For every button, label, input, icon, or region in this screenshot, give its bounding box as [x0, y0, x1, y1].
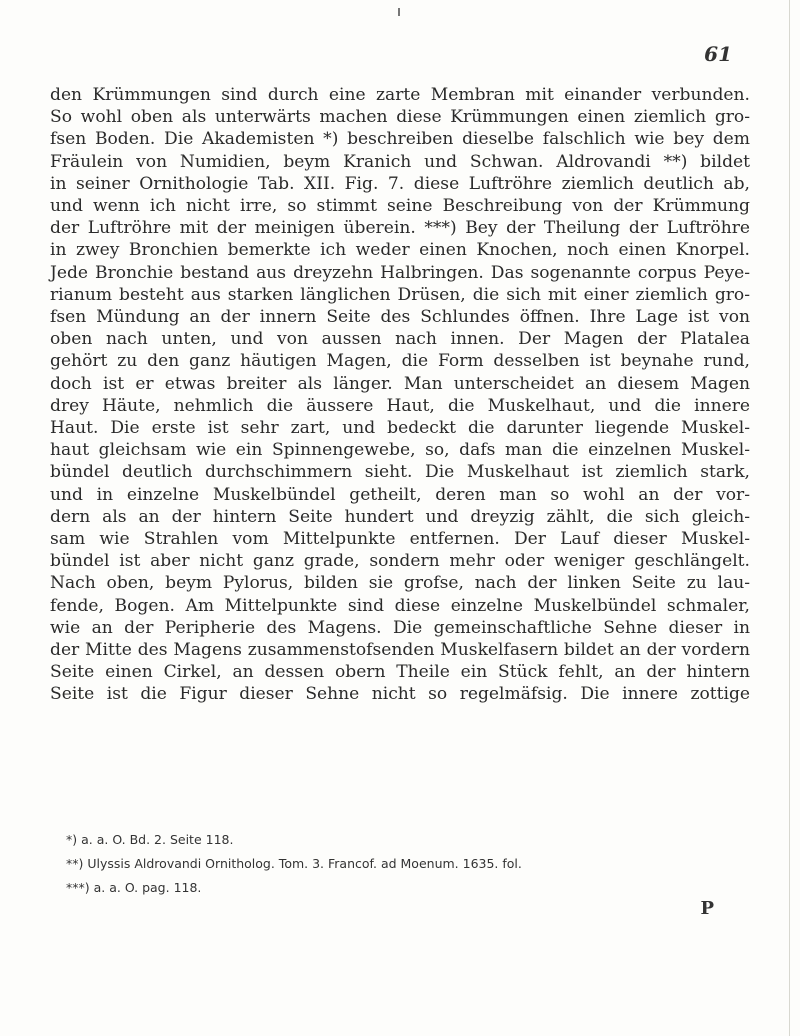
text-line: Seite einen Cirkel, an dessen obern Theile ein Stück fehlt, an der hintern: [50, 662, 750, 683]
text-line: fsen Mündung an der innern Seite des Schlundes öffnen. Ihre Lage ist von: [50, 307, 750, 328]
text-line: in zwey Bronchien bemerkte ich weder einen Knochen, noch einen Knorpel.: [50, 240, 750, 261]
text-line: haut gleichsam wie ein Spinnengewebe, so, dafs man die einzelnen Muskel-: [50, 440, 750, 461]
text-line: Seite ist die Figur dieser Sehne nicht so regelmäfsig. Die innere zottige: [50, 684, 751, 705]
footnotes: [66, 828, 756, 900]
footnote: **) Ulyssis Aldrovandi Ornitholog. Tom. 3. Francof. ad Moenum. 1635. fol.: [66, 856, 522, 871]
text-line: Haut. Die erste ist sehr zart, und bedeckt die darunter liegende Muskel-: [50, 418, 750, 439]
signature-mark: P: [700, 898, 714, 919]
text-line: bündel ist aber nicht ganz grade, sondern mehr oder weniger geschlängelt.: [50, 551, 750, 572]
footnote: ***) a. a. O. pag. 118.: [66, 880, 202, 895]
text-line: der Mitte des Magens zusammenstofsenden Muskelfasern bildet an der vordern: [50, 640, 750, 661]
text-line: sam wie Strahlen vom Mittelpunkte entfernen. Der Lauf dieser Muskel-: [50, 529, 750, 550]
text-line: und in einzelne Muskelbündel getheilt, deren man so wohl an der vor-: [50, 484, 750, 505]
text-line: den Krümmungen sind durch eine zarte Membran mit einander verbunden.: [50, 85, 750, 105]
text-line: Fräulein von Numidien, beym Kranich und Schwan. Aldrovandi **) bildet: [50, 151, 750, 172]
text-line: rianum besteht aus starken länglichen Drüsen, die sich mit einer ziemlich gro-: [50, 284, 750, 305]
text-line: der Luftröhre mit der meinigen überein. ***) Bey der Theilung der Luftröhre: [50, 218, 751, 239]
footnote: *) a. a. O. Bd. 2. Seite 118.: [66, 832, 234, 847]
text-line: oben nach unten, und von aussen nach innen. Der Magen der Platalea: [50, 329, 750, 350]
text-line: in seiner Ornithologie Tab. XII. Fig. 7. diese Luftröhre ziemlich deutlich ab,: [50, 173, 750, 194]
text-line: fende, Bogen. Am Mittelpunkte sind diese einzelne Muskelbündel schmaler,: [50, 595, 750, 616]
page-number: 61: [704, 42, 732, 66]
text-line: So wohl oben als unterwärts machen diese Krümmungen einen ziemlich gro-: [50, 107, 750, 128]
text-line: Jede Bronchie bestand aus dreyzehn Halbringen. Das sogenannte corpus Peye-: [50, 262, 750, 283]
text-line: dern als an der hintern Seite hundert und dreyzig zählt, die sich gleich-: [50, 506, 750, 527]
text-line: Nach oben, beym Pylorus, bilden sie grofse, nach der linken Seite zu lau-: [50, 573, 750, 594]
page-edge: [789, 0, 790, 1036]
text-line: und wenn ich nicht irre, so stimmt seine Beschreibung von der Krümmung: [50, 196, 750, 217]
text-line: wie an der Peripherie des Magens. Die gemeinschaftliche Sehne dieser in: [50, 617, 750, 638]
body-text: [50, 84, 750, 706]
text-line: fsen Boden. Die Akademisten *) beschreiben dieselbe falschlich wie bey dem: [50, 129, 750, 150]
stray-ink-mark: [398, 8, 400, 16]
text-line: drey Häute, nehmlich die äussere Haut, die Muskelhaut, und die innere: [50, 395, 750, 416]
text-line: gehört zu den ganz häutigen Magen, die Form desselben ist beynahe rund,: [50, 351, 750, 372]
text-line: doch ist er etwas breiter als länger. Man unterscheidet an diesem Magen: [50, 373, 750, 394]
text-line: bündel deutlich durchschimmern sieht. Die Muskelhaut ist ziemlich stark,: [50, 462, 750, 483]
